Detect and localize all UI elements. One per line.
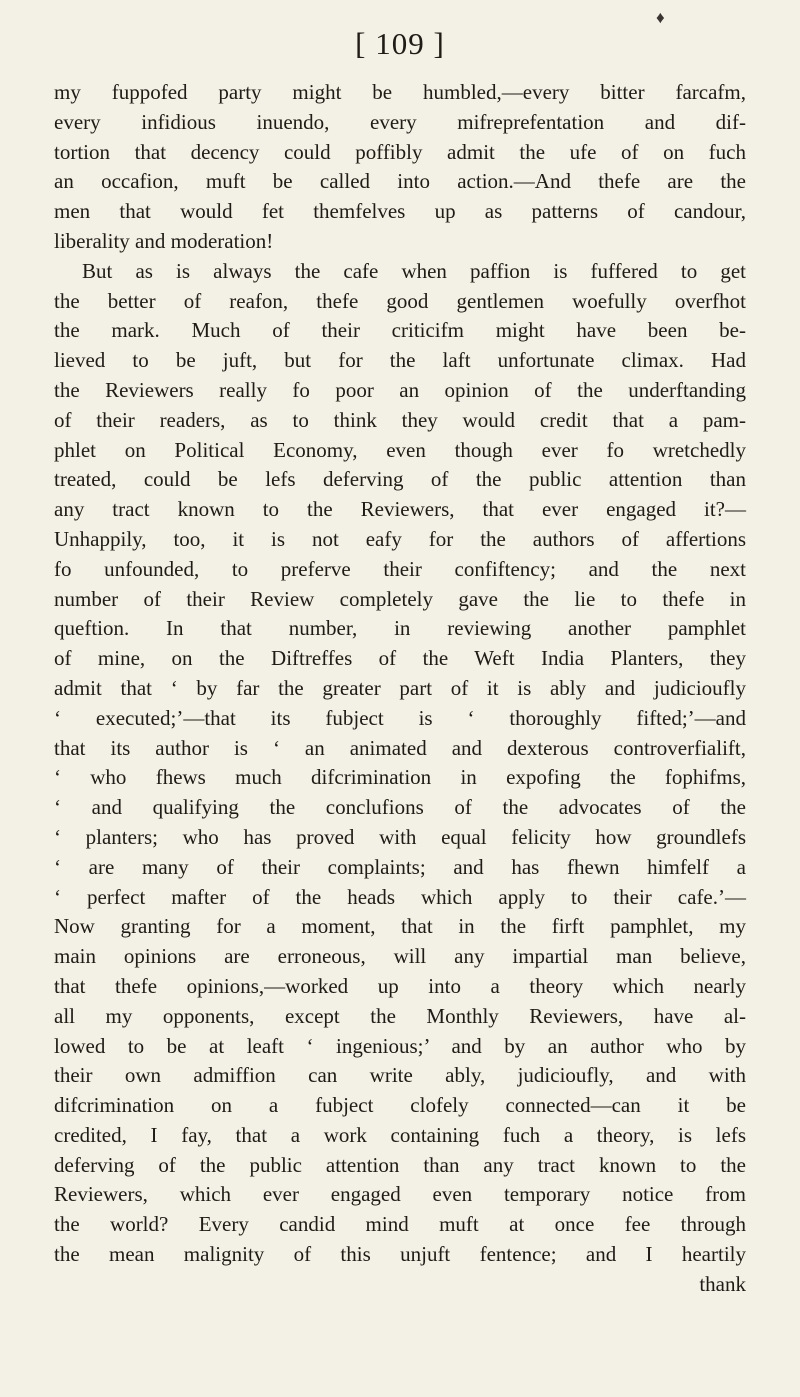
body-text [54, 78, 746, 1300]
text-line: lieved to be juft, but for the laft unfortunate climax. Had [54, 348, 746, 373]
text-line: lowed to be at leaft ‘ ingenious;’ and by an author who by [54, 1033, 746, 1058]
text-line: the Reviewers really fo poor an opinion of the underftanding [54, 377, 746, 402]
text-line: that its author is ‘ an animated and dexterous controverfialift, [54, 735, 746, 760]
text-line: any tract known to the Reviewers, that ever engaged it?— [54, 497, 746, 522]
text-line: my fuppofed party might be humbled,—every bitter farcafm, [54, 80, 746, 104]
text-line: Reviewers, which ever engaged even temporary notice from [54, 1182, 746, 1207]
text-line: ‘ and qualifying the conclufions of the advocates of the [54, 795, 746, 820]
text-line: of their readers, as to think they would credit that a pam- [54, 407, 746, 432]
text-line: their own admiffion can write ably, judicioufly, and with [54, 1063, 746, 1088]
text-line: thank [699, 1271, 746, 1296]
text-line: Now granting for a moment, that in the firft pamphlet, my [54, 914, 746, 939]
text-line: phlet on Political Economy, even though ever fo wretchedly [54, 437, 746, 462]
text-line: ‘ executed;’—that its fubject is ‘ thoroughly fifted;’—and [54, 705, 746, 730]
text-line: of mine, on the Diftreffes of the Weft India Planters, they [54, 646, 746, 671]
text-line: the mean malignity of this unjuft fentence; and I heartily [54, 1242, 746, 1267]
text-line: number of their Review completely gave the lie to thefe in [54, 586, 746, 611]
text-line: queftion. In that number, in reviewing another pamphlet [54, 616, 746, 641]
text-line: liberality and moderation! [54, 228, 274, 253]
text-line: But as is always the cafe when paffion is fuffered to get [82, 258, 746, 283]
text-line: credited, I fay, that a work containing fuch a theory, is lefs [54, 1122, 746, 1147]
text-line: all my opponents, except the Monthly Reviewers, have al- [54, 1003, 746, 1028]
text-line: ‘ perfect mafter of the heads which apply to their cafe.’— [54, 884, 746, 909]
text-line: fo unfounded, to preferve their confiftency; and the next [54, 556, 746, 581]
text-line: ‘ planters; who has proved with equal felicity how groundlefs [54, 824, 746, 849]
corner-mark: ♦ [656, 8, 665, 27]
text-line: tortion that decency could poffibly admit the ufe of on fuch [54, 139, 746, 164]
page-number: [ 109 ] [355, 26, 445, 61]
text-line: men that would fet themfelves up as patterns of candour, [54, 199, 746, 224]
text-line: that thefe opinions,—worked up into a theory which nearly [54, 973, 746, 998]
text-line: ‘ are many of their complaints; and has fhewn himfelf a [54, 854, 746, 879]
text-line: every infidious inuendo, every mifreprefentation and dif- [54, 109, 746, 134]
text-line: Unhappily, too, it is not eafy for the authors of affertions [54, 526, 746, 551]
text-line: difcrimination on a fubject clofely connected—can it be [54, 1093, 746, 1118]
text-line: ‘ who fhews much difcrimination in expofing the fophifms, [54, 765, 746, 790]
text-line: treated, could be lefs deferving of the public attention than [54, 467, 746, 492]
text-line: main opinions are erroneous, will any impartial man believe, [54, 944, 746, 969]
text-line: admit that ‘ by far the greater part of it is ably and judicioufly [54, 675, 746, 700]
text-line: the world? Every candid mind muft at once fee through [54, 1212, 746, 1237]
text-line: an occafion, muft be called into action.—And thefe are the [54, 169, 746, 194]
text-line: the mark. Much of their criticifm might have been be- [54, 318, 746, 343]
text-line: the better of reafon, thefe good gentlemen woefully overfhot [54, 288, 746, 313]
text-line: deferving of the public attention than any tract known to the [54, 1152, 746, 1177]
